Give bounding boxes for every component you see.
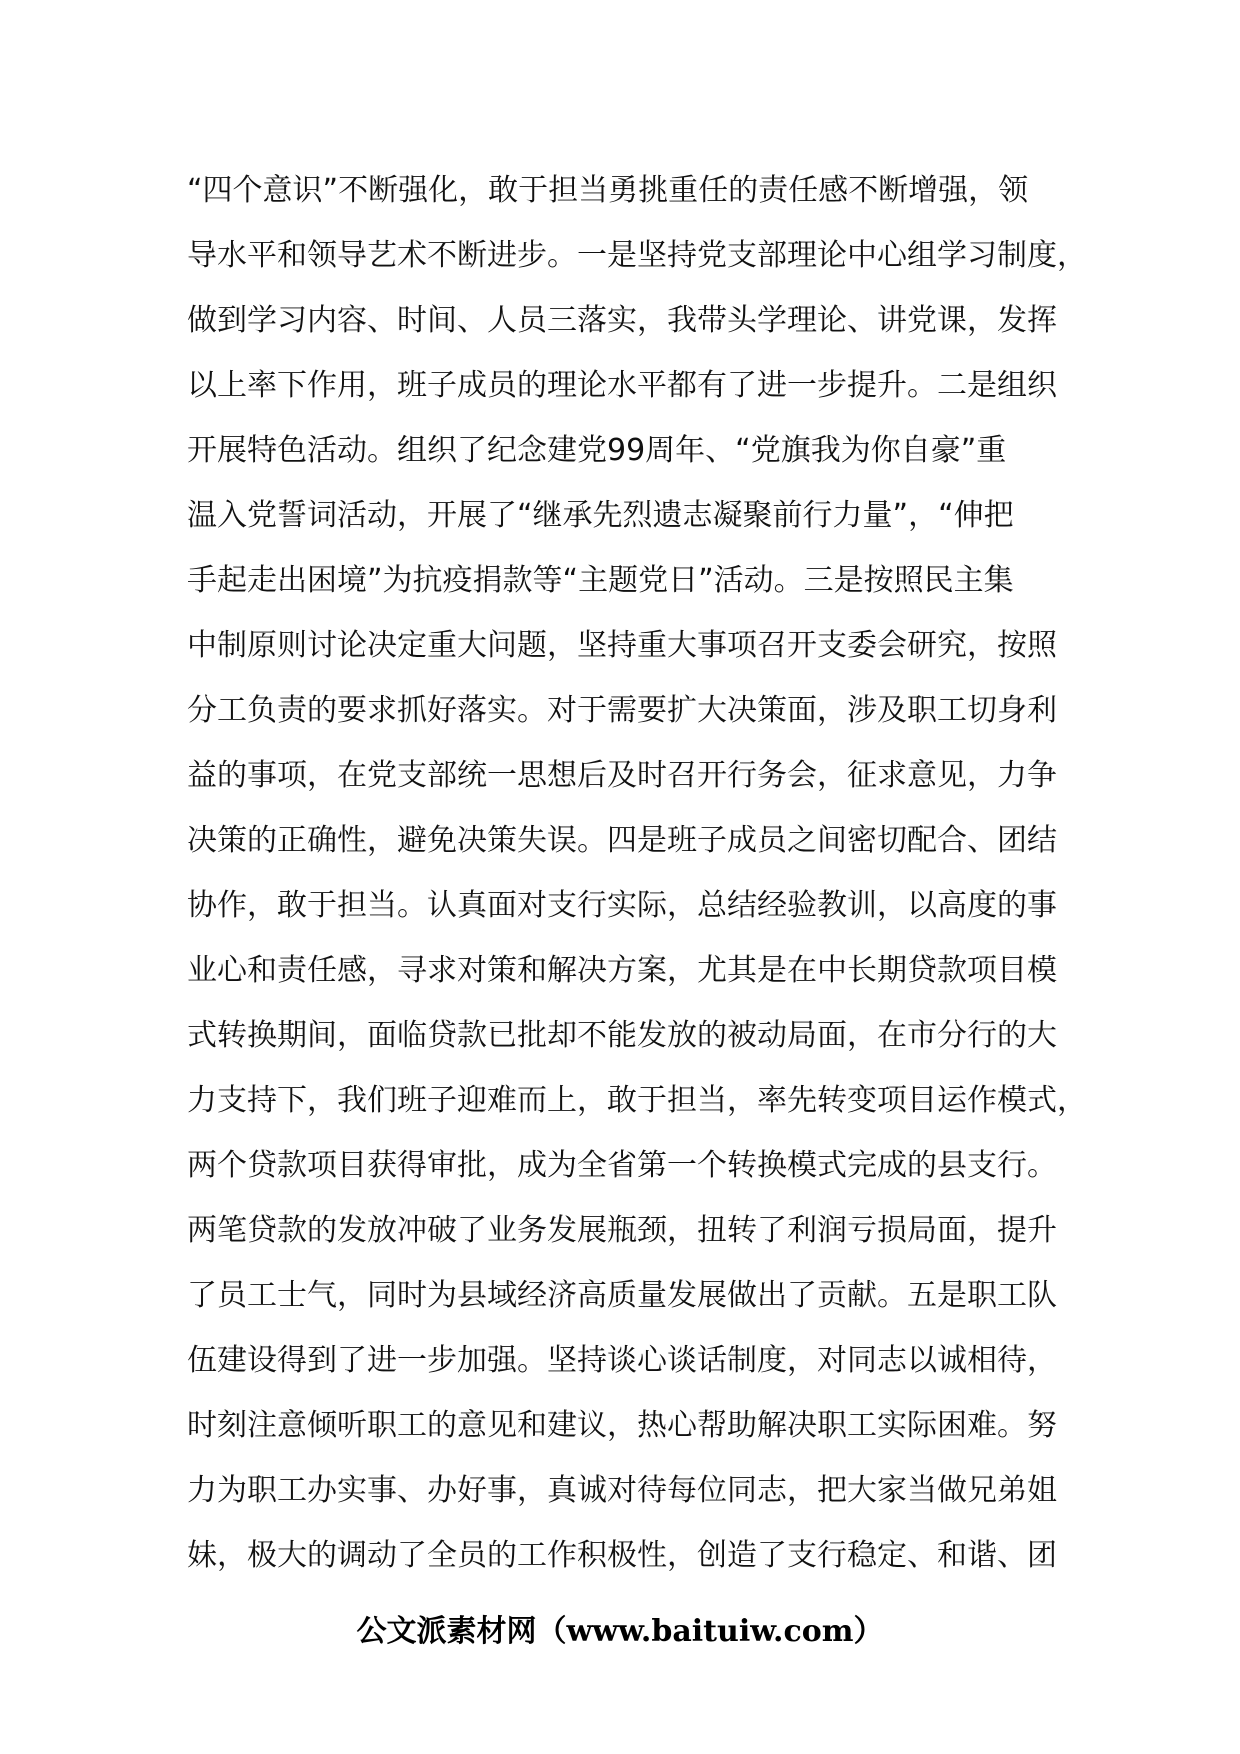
text-line: 中制原则讨论决定重大问题，坚持重大事项召开支委会研究，按照	[187, 628, 1057, 663]
page-footer: 公文派素材网（www.baituiw.com）	[356, 1614, 884, 1649]
text-line: “四个意识”不断强化，敢于担当勇挑重任的责任感不断增强，领	[187, 173, 1029, 208]
text-line: 温入党誓词活动，开展了“继承先烈遗志凝聚前行力量”，“伸把	[187, 498, 1014, 533]
text-line: 妹，极大的调动了全员的工作积极性，创造了支行稳定、和谐、团	[187, 1538, 1057, 1573]
text-line: 了员工士气，同时为县域经济高质量发展做出了贡献。五是职工队	[187, 1278, 1057, 1313]
text-line: 分工负责的要求抓好落实。对于需要扩大决策面，涉及职工切身利	[187, 693, 1057, 728]
text-line: 做到学习内容、时间、人员三落实，我带头学理论、讲党课，发挥	[187, 303, 1057, 338]
text-line: 决策的正确性，避免决策失误。四是班子成员之间密切配合、团结	[187, 823, 1057, 858]
text-line: 力为职工办实事、办好事，真诚对待每位同志，把大家当做兄弟姐	[187, 1473, 1057, 1508]
text-line: 力支持下，我们班子迎难而上，敢于担当，率先转变项目运作模式，	[187, 1083, 1087, 1118]
text-line: 手起走出困境”为抗疫捐款等“主题党日”活动。三是按照民主集	[187, 563, 1014, 598]
text-line: 两笔贷款的发放冲破了业务发展瓶颈，扭转了利润亏损局面，提升	[187, 1213, 1057, 1248]
text-line: 协作，敢于担当。认真面对支行实际，总结经验教训，以高度的事	[187, 888, 1057, 923]
text-line: 式转换期间，面临贷款已批却不能发放的被动局面，在市分行的大	[187, 1018, 1057, 1053]
text-line: 业心和责任感，寻求对策和解决方案，尤其是在中长期贷款项目模	[187, 953, 1057, 988]
text-line: 益的事项，在党支部统一思想后及时召开行务会，征求意见，力争	[187, 758, 1057, 793]
text-line: 两个贷款项目获得审批，成为全省第一个转换模式完成的县支行。	[187, 1148, 1057, 1183]
text-line: 开展特色活动。组织了纪念建党99周年、“党旗我为你自豪”重	[187, 433, 1007, 468]
text-line: 时刻注意倾听职工的意见和建议，热心帮助解决职工实际困难。努	[187, 1408, 1057, 1443]
text-line: 以上率下作用，班子成员的理论水平都有了进一步提升。二是组织	[187, 368, 1057, 403]
body-paragraph	[187, 158, 1087, 1588]
text-line: 导水平和领导艺术不断进步。一是坚持党支部理论中心组学习制度，	[187, 238, 1087, 273]
text-line: 伍建设得到了进一步加强。坚持谈心谈话制度，对同志以诚相待，	[187, 1343, 1057, 1378]
